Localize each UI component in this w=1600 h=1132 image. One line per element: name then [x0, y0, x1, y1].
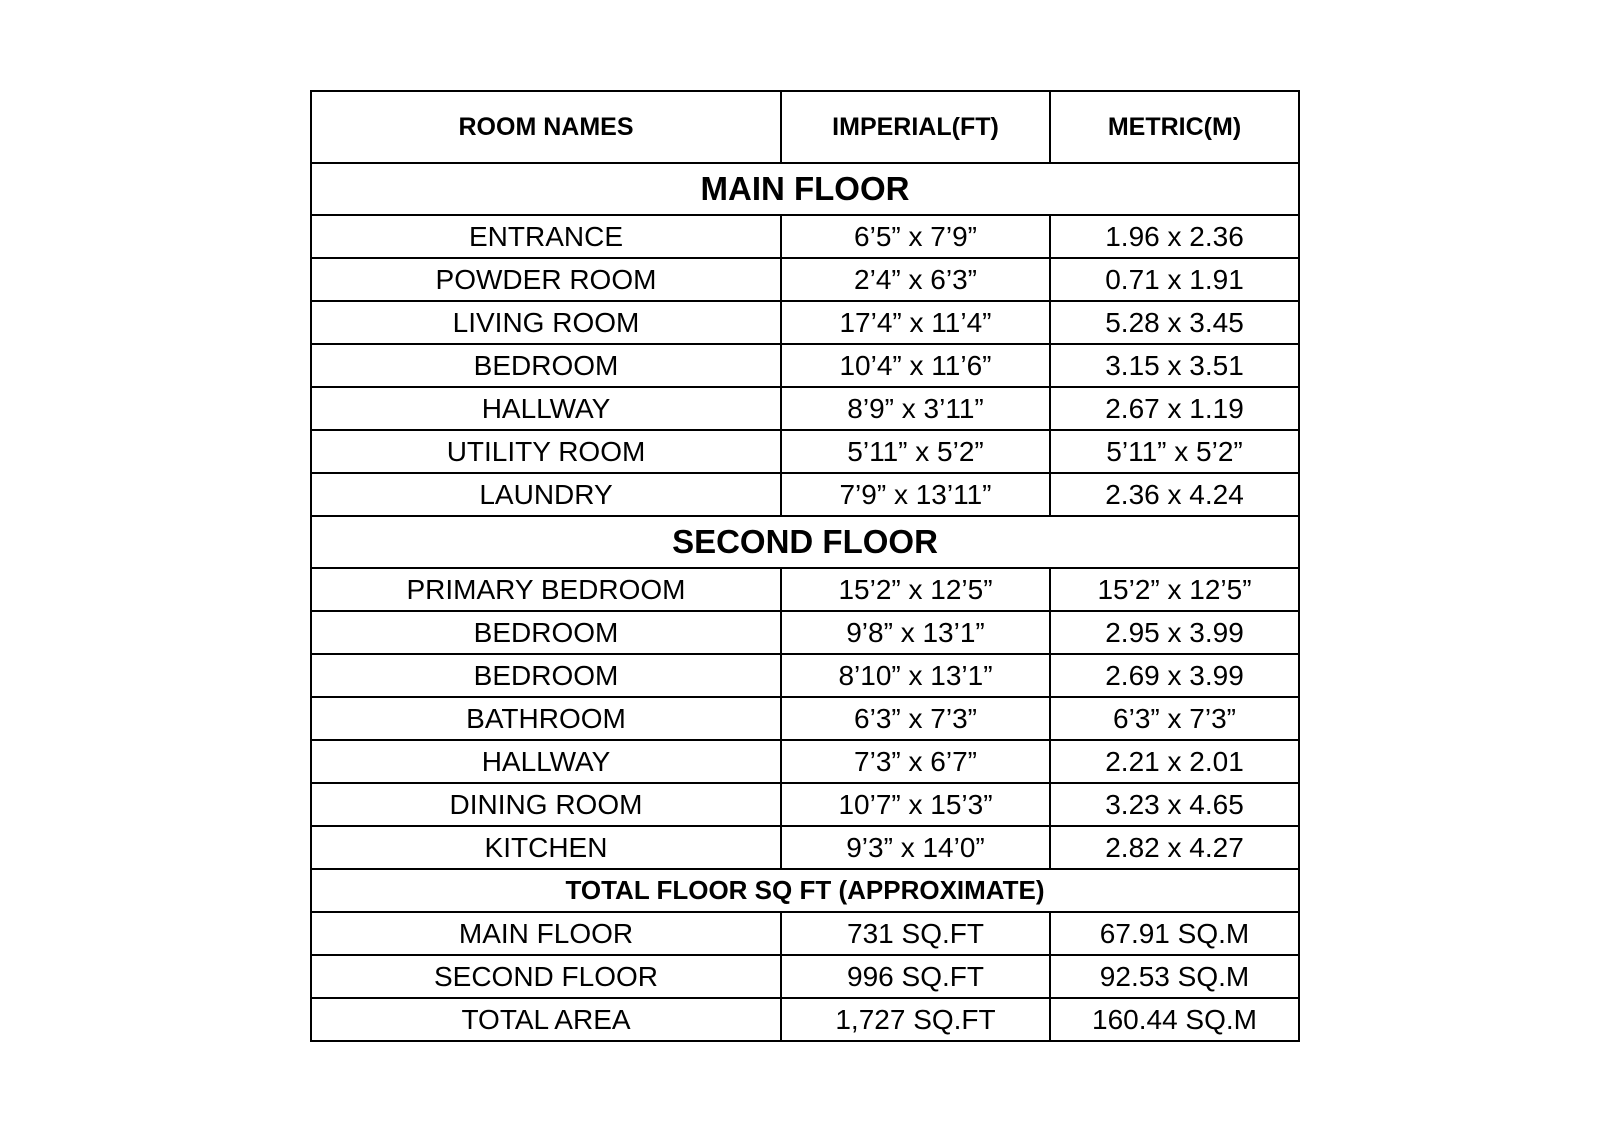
room-name: POWDER ROOM: [311, 258, 781, 301]
room-name: BATHROOM: [311, 697, 781, 740]
metric-dimension: 2.82 x 4.27: [1050, 826, 1299, 869]
table-row: [311, 998, 1299, 1041]
room-name: BEDROOM: [311, 611, 781, 654]
imperial-dimension: 2’4” x 6’3”: [781, 258, 1050, 301]
metric-dimension: 5’11” x 5’2”: [1050, 430, 1299, 473]
table-row: [311, 568, 1299, 611]
table-row: [311, 654, 1299, 697]
table-row: [311, 955, 1299, 998]
room-name: HALLWAY: [311, 740, 781, 783]
room-name: DINING ROOM: [311, 783, 781, 826]
area-label: TOTAL AREA: [311, 998, 781, 1041]
table-row: [311, 611, 1299, 654]
imperial-dimension: 5’11” x 5’2”: [781, 430, 1050, 473]
imperial-dimension: 15’2” x 12’5”: [781, 568, 1050, 611]
imperial-dimension: 8’10” x 13’1”: [781, 654, 1050, 697]
table-row: [311, 783, 1299, 826]
room-name: BEDROOM: [311, 654, 781, 697]
imperial-dimension: 7’9” x 13’11”: [781, 473, 1050, 516]
header-room-names: ROOM NAMES: [311, 91, 781, 163]
room-name: PRIMARY BEDROOM: [311, 568, 781, 611]
metric-area: 92.53 SQ.M: [1050, 955, 1299, 998]
table-row: [311, 215, 1299, 258]
table-row: [311, 912, 1299, 955]
room-dimensions-table: [310, 90, 1300, 1042]
room-name: HALLWAY: [311, 387, 781, 430]
imperial-dimension: 9’8” x 13’1”: [781, 611, 1050, 654]
imperial-dimension: 17’4” x 11’4”: [781, 301, 1050, 344]
imperial-dimension: 6’5” x 7’9”: [781, 215, 1050, 258]
table-row: [311, 473, 1299, 516]
metric-dimension: 3.15 x 3.51: [1050, 344, 1299, 387]
imperial-area: 1,727 SQ.FT: [781, 998, 1050, 1041]
header-metric: METRIC(M): [1050, 91, 1299, 163]
area-label: SECOND FLOOR: [311, 955, 781, 998]
imperial-area: 731 SQ.FT: [781, 912, 1050, 955]
room-name: BEDROOM: [311, 344, 781, 387]
metric-dimension: 2.67 x 1.19: [1050, 387, 1299, 430]
imperial-dimension: 7’3” x 6’7”: [781, 740, 1050, 783]
table-row: [311, 344, 1299, 387]
metric-area: 160.44 SQ.M: [1050, 998, 1299, 1041]
table-header-row: [311, 91, 1299, 163]
metric-dimension: 2.95 x 3.99: [1050, 611, 1299, 654]
table-row: [311, 826, 1299, 869]
second-floor-title: SECOND FLOOR: [311, 516, 1299, 568]
imperial-dimension: 8’9” x 3’11”: [781, 387, 1050, 430]
room-name: UTILITY ROOM: [311, 430, 781, 473]
metric-dimension: 1.96 x 2.36: [1050, 215, 1299, 258]
room-name: ENTRANCE: [311, 215, 781, 258]
main-floor-title: MAIN FLOOR: [311, 163, 1299, 215]
imperial-area: 996 SQ.FT: [781, 955, 1050, 998]
header-imperial: IMPERIAL(FT): [781, 91, 1050, 163]
totals-title: TOTAL FLOOR SQ FT (APPROXIMATE): [311, 869, 1299, 912]
imperial-dimension: 10’7” x 15’3”: [781, 783, 1050, 826]
metric-dimension: 0.71 x 1.91: [1050, 258, 1299, 301]
table-row: [311, 301, 1299, 344]
metric-dimension: 2.21 x 2.01: [1050, 740, 1299, 783]
imperial-dimension: 6’3” x 7’3”: [781, 697, 1050, 740]
second-floor-section-header: [311, 516, 1299, 568]
totals-section-header: [311, 869, 1299, 912]
metric-area: 67.91 SQ.M: [1050, 912, 1299, 955]
metric-dimension: 15’2” x 12’5”: [1050, 568, 1299, 611]
metric-dimension: 5.28 x 3.45: [1050, 301, 1299, 344]
main-floor-section-header: [311, 163, 1299, 215]
table-row: [311, 430, 1299, 473]
metric-dimension: 2.36 x 4.24: [1050, 473, 1299, 516]
table-row: [311, 387, 1299, 430]
area-label: MAIN FLOOR: [311, 912, 781, 955]
room-name: KITCHEN: [311, 826, 781, 869]
table-row: [311, 258, 1299, 301]
room-name: LIVING ROOM: [311, 301, 781, 344]
table-row: [311, 697, 1299, 740]
imperial-dimension: 10’4” x 11’6”: [781, 344, 1050, 387]
table-row: [311, 740, 1299, 783]
metric-dimension: 2.69 x 3.99: [1050, 654, 1299, 697]
room-name: LAUNDRY: [311, 473, 781, 516]
imperial-dimension: 9’3” x 14’0”: [781, 826, 1050, 869]
metric-dimension: 3.23 x 4.65: [1050, 783, 1299, 826]
metric-dimension: 6’3” x 7’3”: [1050, 697, 1299, 740]
